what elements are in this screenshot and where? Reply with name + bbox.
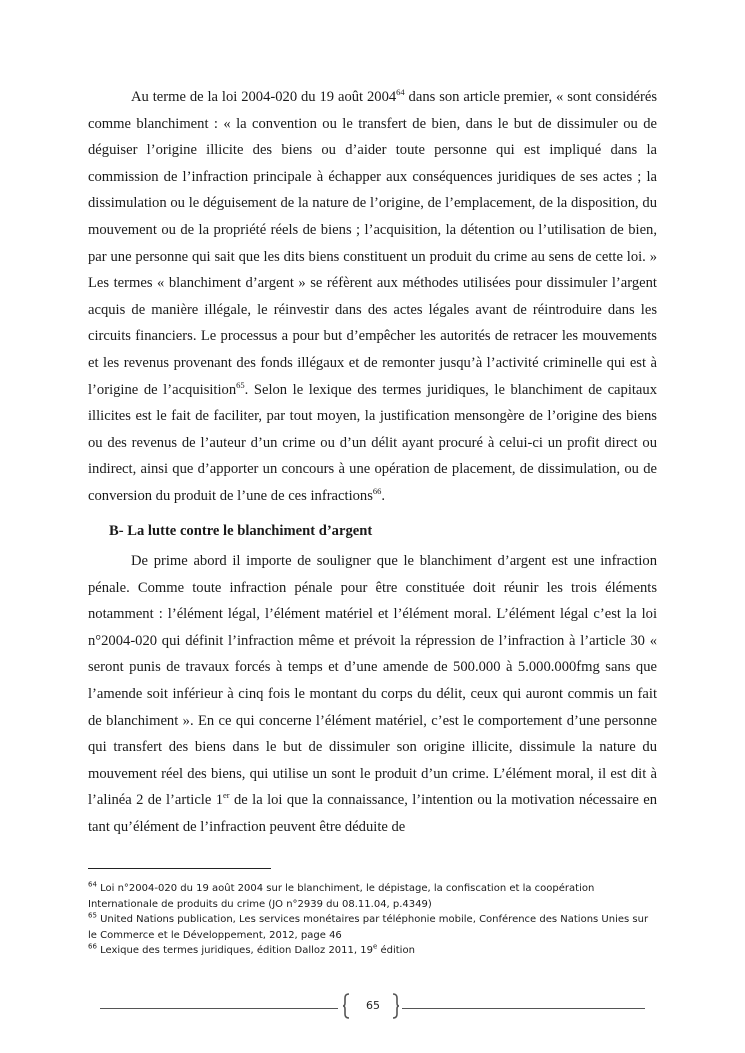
footnote-ref-64[interactable]: 64 (396, 87, 405, 98)
paragraph-text: Au terme de la loi 2004-020 du 19 août 2004 (131, 89, 397, 105)
paragraph-text: De prime abord il importe de souligner que le blanchiment d’argent est une infraction pénale. Comme toute infraction pénale pour être constituée doit réunir les trois éléments notamment : l’élément légal, l’élément matériel et l’élément moral. L’élément légal c’est la loi n°2004-020 qui définit l’infraction même et prévoit la répression de l’infraction à l’article 30 « seront punis de travaux forcés à temps et d’une amende de 500.000 à 5.000.000fmg sans que l’amende soit inférieur à cinq fois le montant du corps du délit, ceux qui auront commis un fait de blanchiment ». En ce qui concerne l’élément matériel, c’est le comportement d’une personne qui transfert des biens dans le but de dissimuler son origine illicite, dissimule la nature du mouvement réel des biens, qui utilise un sont le produit d’un crime. L’élément moral, il est dit à l’alinéa 2 de l’article 1 (88, 553, 657, 809)
page-number: 65 (366, 999, 380, 1012)
superscript-er: er (223, 790, 230, 801)
paragraph-text: de la loi que la connaissance, l’intention ou la motivation nécessaire en tant qu’élément de l’infraction peuvent être déduite de (88, 792, 658, 836)
section-heading: B- La lutte contre le blanchiment d’argent (109, 522, 373, 539)
footer-line-right (402, 1008, 645, 1009)
paragraph-text: . Selon le lexique des termes juridiques, le blanchiment de capitaux illicites est le fait de faciliter, par tout moyen, la justification mensongère de l’origine des biens ou des revenus de l’auteur d’un crime ou d’un délit ayant procuré à celui-ci un profit direct ou indirect, ainsi que d’apporter un concours à une opération de placement, de dissimulation, ou de conversion du produit de l’une de ces infractions (88, 381, 658, 504)
footnote-65 (88, 912, 660, 943)
footnote-number: 64 (88, 880, 97, 889)
paragraph-elements (88, 548, 657, 841)
page-number-footer (100, 990, 645, 1026)
footnote-number: 65 (88, 911, 97, 920)
footnote-text: édition (377, 945, 415, 957)
superscript-e: e (372, 943, 378, 952)
paragraph-definition (88, 84, 657, 510)
footnote-64 (88, 881, 660, 912)
footnote-66 (88, 943, 660, 959)
paragraph-text: dans son article premier, « sont considérés comme blanchiment : « la convention ou le transfert de bien, dans le but de dissimuler ou de déguiser l’origine illicite des biens ou d’aider toute personne qui est impliqué dans la commission de l’infraction principale à échapper aux conséquences juridiques de ses actes ; la dissimulation ou le déguisement de la nature de l’origine, de l’emplacement, de la disposition, du mouvement ou de la propriété réels de biens ; l’acquisition, la détention ou l’utilisation de bien, par une personne qui sait que les dits biens constituent un produit du crime au sens de cette loi. » Les termes « blanchiment d’argent » se réfèrent aux méthodes utilisées pour dissimuler l’argent acquis de manière illégale, le réinvestir dans des actes légales avant de réintroduire dans les circuits financiers. Le processus a pour but d’empêcher les autorités de retracer les mouvements et les revenus provenant des fonds illégaux et de remonter jusqu’à l’activité criminelle qui est à l’origine de l’acquisition (88, 89, 657, 398)
footnote-ref-66[interactable]: 66 (372, 486, 382, 497)
footnote-number: 66 (88, 943, 97, 952)
footnote-text: Loi n°2004-020 du 19 août 2004 sur le blanchiment, le dépistage, la confiscation et la coopération Internationale de produits du crime (JO n°2939 du 08.11.04, p.4349) (88, 883, 595, 910)
footnotes-section (88, 868, 660, 959)
paragraph-text: . (381, 487, 386, 504)
footnote-divider (88, 868, 271, 869)
page-body (88, 84, 657, 841)
footer-line-left (100, 1008, 338, 1009)
right-brace-icon (392, 993, 400, 1019)
footnote-text: United Nations publication, Les services monétaires par téléphonie mobile, Conférence des Nations Unies sur le Commerce et le Développement, 2012, page 46 (88, 914, 649, 941)
footnote-text: Lexique des termes juridiques, édition Dalloz 2011, 19 (96, 945, 373, 957)
left-brace-icon (342, 993, 350, 1019)
footnote-ref-65[interactable]: 65 (236, 379, 245, 390)
